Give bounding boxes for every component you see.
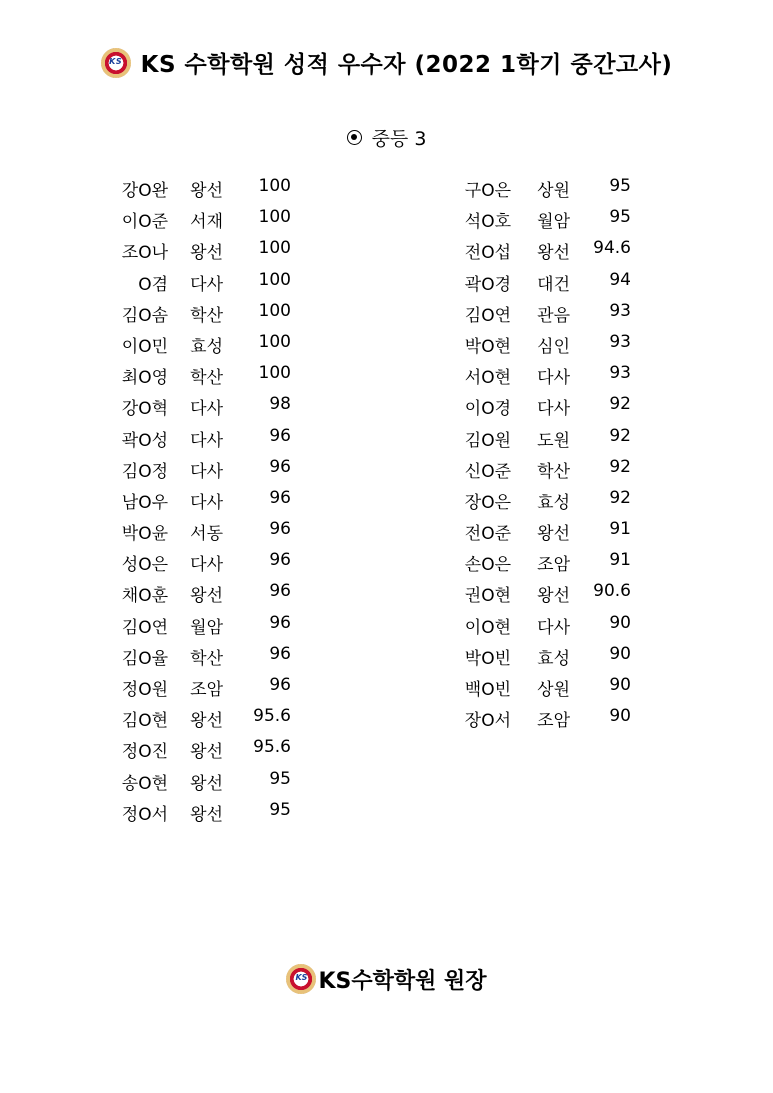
student-region: 서동 xyxy=(190,524,223,545)
student-region: 왕선 xyxy=(190,742,223,763)
student-region: 다사 xyxy=(190,430,223,451)
score-row xyxy=(0,390,773,421)
student-name: 송O현 xyxy=(121,773,168,794)
student-score: 90 xyxy=(609,643,631,664)
score-row xyxy=(0,453,773,484)
student-region: 심인 xyxy=(537,336,570,357)
student-region: 다사 xyxy=(190,399,223,420)
student-region: 다사 xyxy=(537,368,570,389)
student-region: 왕선 xyxy=(537,586,570,607)
student-score: 92 xyxy=(609,425,631,446)
student-score: 96 xyxy=(269,456,291,477)
student-score: 95 xyxy=(609,176,631,196)
score-row xyxy=(0,266,773,297)
student-score: 100 xyxy=(258,300,291,321)
student-name: 손O은 xyxy=(464,555,511,576)
score-row xyxy=(0,765,773,796)
student-score: 98 xyxy=(269,394,291,415)
student-name: 성O은 xyxy=(121,555,168,576)
student-name: O겸 xyxy=(138,274,168,295)
signature-text: KS수학학원 원장 xyxy=(318,969,487,994)
student-region: 왕선 xyxy=(190,181,223,201)
student-score: 93 xyxy=(609,331,631,352)
student-region: 효성 xyxy=(537,492,570,513)
score-row xyxy=(0,640,773,671)
student-score: 95 xyxy=(609,207,631,228)
student-region: 월암 xyxy=(537,212,570,233)
ks-logo-icon xyxy=(101,48,131,78)
page-title-text: KS 수학학원 성적 우수자 (2022 1학기 중간고사) xyxy=(140,52,673,78)
score-row xyxy=(0,203,773,234)
student-score: 95 xyxy=(269,799,291,820)
student-region: 다사 xyxy=(190,555,223,576)
student-name: 채O훈 xyxy=(121,586,168,607)
student-name: 정O진 xyxy=(121,742,168,763)
student-name: 이O준 xyxy=(121,212,168,233)
student-score: 100 xyxy=(258,269,291,290)
student-score: 95 xyxy=(269,768,291,789)
score-row xyxy=(0,546,773,577)
student-name: 남O우 xyxy=(121,492,168,513)
student-region: 왕선 xyxy=(190,586,223,607)
student-score: 92 xyxy=(609,394,631,415)
student-region: 조암 xyxy=(537,555,570,576)
student-region: 서재 xyxy=(190,212,223,233)
student-name: 정O원 xyxy=(121,680,168,700)
student-score: 96 xyxy=(269,643,291,664)
student-score: 96 xyxy=(269,675,291,695)
signature-line xyxy=(0,964,773,997)
score-row xyxy=(0,359,773,390)
right-score-column xyxy=(0,172,773,733)
student-name: 김O정 xyxy=(121,461,168,482)
student-name: 신O준 xyxy=(464,461,511,482)
student-name: 박O빈 xyxy=(464,648,511,669)
student-name: 김O연 xyxy=(121,617,168,638)
student-region: 상원 xyxy=(537,181,570,201)
score-row xyxy=(0,733,773,764)
student-name: 조O나 xyxy=(121,243,168,264)
student-region: 왕선 xyxy=(190,773,223,794)
student-region: 학산 xyxy=(537,461,570,482)
section-heading-text: 중등 3 xyxy=(371,128,427,150)
student-score: 93 xyxy=(609,363,631,384)
student-score: 100 xyxy=(258,238,291,259)
page-title xyxy=(0,46,773,81)
student-name: 박O윤 xyxy=(121,524,168,545)
student-score: 96 xyxy=(269,425,291,446)
student-region: 다사 xyxy=(190,461,223,482)
student-region: 왕선 xyxy=(190,711,223,732)
student-region: 다사 xyxy=(537,399,570,420)
score-row xyxy=(0,796,773,827)
student-score: 94.6 xyxy=(593,238,631,259)
student-name: 박O현 xyxy=(464,336,511,357)
student-region: 조암 xyxy=(190,680,223,700)
student-score: 90 xyxy=(609,612,631,633)
score-row xyxy=(0,702,773,733)
student-score: 96 xyxy=(269,487,291,508)
student-name: 백O빈 xyxy=(464,680,511,700)
student-region: 학산 xyxy=(190,305,223,326)
student-name: 서O현 xyxy=(464,368,511,389)
student-region: 월암 xyxy=(190,617,223,638)
score-row xyxy=(0,609,773,640)
student-name: 김O현 xyxy=(121,711,168,732)
student-name: 전O준 xyxy=(464,524,511,545)
student-name: 장O서 xyxy=(464,711,511,732)
score-row xyxy=(0,671,773,702)
student-name: 정O서 xyxy=(121,804,168,825)
student-name: 김O연 xyxy=(464,305,511,326)
student-region: 왕선 xyxy=(190,243,223,264)
student-name: 곽O경 xyxy=(464,274,511,295)
student-name: 권O현 xyxy=(464,586,511,607)
student-region: 왕선 xyxy=(537,524,570,545)
student-name: 최O영 xyxy=(121,368,168,389)
score-row xyxy=(0,422,773,453)
student-name: 강O완 xyxy=(121,181,168,201)
student-region: 효성 xyxy=(190,336,223,357)
student-score: 96 xyxy=(269,519,291,540)
student-region: 대건 xyxy=(537,274,570,295)
student-score: 96 xyxy=(269,581,291,602)
student-name: 김O솜 xyxy=(121,305,168,326)
student-score: 96 xyxy=(269,550,291,571)
section-heading xyxy=(0,124,773,151)
student-region: 조암 xyxy=(537,711,570,732)
student-score: 93 xyxy=(609,300,631,321)
student-region: 왕선 xyxy=(537,243,570,264)
score-row xyxy=(0,328,773,359)
student-name: 이O민 xyxy=(121,336,168,357)
student-score: 94 xyxy=(609,269,631,290)
student-name: 김O율 xyxy=(121,648,168,669)
score-row xyxy=(0,172,773,203)
student-name: 구O은 xyxy=(464,181,511,201)
score-row xyxy=(0,577,773,608)
student-region: 학산 xyxy=(190,368,223,389)
student-score: 95.6 xyxy=(253,737,291,758)
student-name: 장O은 xyxy=(464,492,511,513)
student-region: 관음 xyxy=(537,305,570,326)
student-name: 강O혁 xyxy=(121,399,168,420)
student-score: 100 xyxy=(258,176,291,196)
student-score: 91 xyxy=(609,550,631,571)
student-score: 100 xyxy=(258,207,291,228)
student-name: 석O호 xyxy=(464,212,511,233)
student-score: 100 xyxy=(258,363,291,384)
student-name: 이O경 xyxy=(464,399,511,420)
ks-logo-icon xyxy=(286,964,316,994)
score-row xyxy=(0,515,773,546)
student-region: 도원 xyxy=(537,430,570,451)
score-row xyxy=(0,234,773,265)
student-region: 다사 xyxy=(190,492,223,513)
student-score: 90 xyxy=(609,675,631,695)
student-score: 96 xyxy=(269,612,291,633)
student-name: 곽O성 xyxy=(121,430,168,451)
radio-bullet-icon xyxy=(347,130,362,145)
student-score: 90 xyxy=(609,706,631,727)
student-region: 효성 xyxy=(537,648,570,669)
student-region: 상원 xyxy=(537,680,570,700)
student-score: 100 xyxy=(258,331,291,352)
student-region: 왕선 xyxy=(190,804,223,825)
student-score: 92 xyxy=(609,487,631,508)
score-row xyxy=(0,484,773,515)
student-region: 다사 xyxy=(190,274,223,295)
score-row xyxy=(0,297,773,328)
student-name: 전O섭 xyxy=(464,243,511,264)
student-region: 학산 xyxy=(190,648,223,669)
student-name: 이O현 xyxy=(464,617,511,638)
student-score: 90.6 xyxy=(593,581,631,602)
student-score: 92 xyxy=(609,456,631,477)
student-score: 91 xyxy=(609,519,631,540)
student-region: 다사 xyxy=(537,617,570,638)
student-score: 95.6 xyxy=(253,706,291,727)
student-name: 김O원 xyxy=(464,430,511,451)
